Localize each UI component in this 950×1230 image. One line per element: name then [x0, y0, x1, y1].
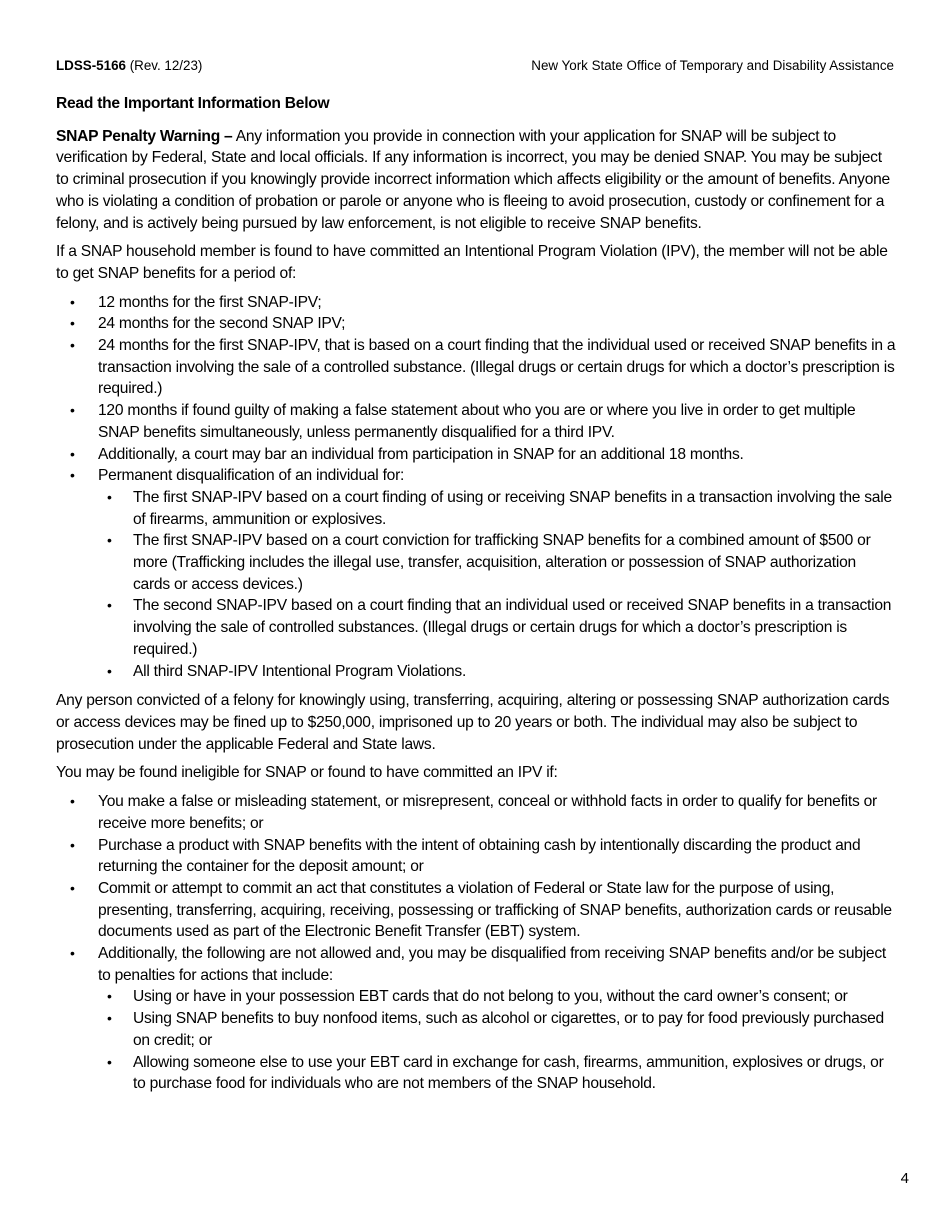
list-item-text: Additionally, the following are not allowed and, you may be disqualified from receiving SNAP benefits and/or be subject to penalties for actions that include:	[98, 945, 886, 984]
ineligible-intro: You may be found ineligible for SNAP or found to have committed an IPV if:	[56, 764, 558, 782]
permanent-disqualification-list	[98, 487, 896, 682]
list-item	[56, 465, 896, 682]
bullet-icon: •	[70, 293, 75, 310]
ipv-period-list	[56, 292, 896, 683]
sub-list-item-text: The first SNAP-IPV based on a court conviction for trafficking SNAP benefits for a combined amount of $500 or more (Trafficking includes the illegal use, transfer, acquisition, alteration or possession of SNAP authorization cards or access devices.)	[133, 532, 871, 593]
bullet-icon: •	[70, 945, 75, 962]
bullet-icon: •	[107, 662, 112, 679]
sub-list-item-text: The first SNAP-IPV based on a court finding of using or receiving SNAP benefits in a transaction involving the sale of firearms, ammunition or explosives.	[133, 488, 892, 528]
bullet-icon: •	[70, 836, 75, 853]
list-item-text: 120 months if found guilty of making a false statement about who you are or where you live in order to get multiple SNAP benefits simultaneously, unless permanently disqualified for a third IPV.	[98, 402, 856, 441]
list-item-text: Purchase a product with SNAP benefits with the intent of obtaining cash by intentionally discarding the product and returning the container for the deposit amount; or	[98, 836, 861, 876]
bullet-icon: •	[70, 315, 75, 332]
bullet-icon: •	[107, 488, 112, 505]
sub-list-item	[98, 595, 896, 660]
bullet-icon: •	[107, 1010, 112, 1027]
list-item	[56, 791, 896, 834]
ineligible-list	[56, 791, 896, 1095]
ipv-intro: If a SNAP household member is found to have committed an Intentional Program Violation (IPV), the member will not be able to get SNAP benefits for a period of:	[56, 243, 888, 282]
list-item-text: Commit or attempt to commit an act that constitutes a violation of Federal or State law for the purpose of using, presenting, transferring, acquiring, receiving, possessing or trafficking of SNAP benefits, authorization cards or reusable documents used as part of the Electronic Benefit Transfer (EBT) system.	[98, 879, 892, 941]
list-item	[56, 943, 896, 1095]
list-item	[56, 835, 896, 878]
sub-list-item-text: All third SNAP-IPV Intentional Program Violations.	[133, 662, 467, 680]
page-header	[56, 57, 894, 75]
page-number: 4	[900, 1170, 909, 1187]
bullet-icon: •	[107, 532, 112, 549]
agency-name: New York State Office of Temporary and Disability Assistance	[531, 58, 894, 73]
sub-list-item-text: Using or have in your possession EBT cards that do not belong to you, without the card owner’s consent; or	[133, 988, 848, 1006]
form-identifier	[56, 57, 202, 75]
sub-list-item	[98, 487, 896, 530]
sub-list-item	[98, 1008, 896, 1051]
list-item	[56, 335, 896, 400]
bullet-icon: •	[107, 988, 112, 1005]
sub-list-item	[98, 1052, 896, 1095]
bullet-icon: •	[107, 597, 112, 614]
page-title: Read the Important Information Below	[56, 95, 330, 112]
bullet-icon: •	[107, 1053, 112, 1070]
list-item	[56, 878, 896, 943]
document-body	[56, 93, 896, 1103]
bullet-icon: •	[70, 445, 75, 462]
sub-list-item-text: The second SNAP-IPV based on a court finding that an individual used or received SNAP benefits in a transaction involving the sale of controlled substances. (Illegal drugs or certain drugs for which a doctor’s prescription is required.)	[133, 597, 892, 658]
list-item-text: 12 months for the first SNAP-IPV;	[98, 293, 322, 311]
sub-list-item-text: Using SNAP benefits to buy nonfood items, such as alcohol or cigarettes, or to pay for food previously purchased on credit; or	[133, 1010, 884, 1049]
sub-list-item	[98, 986, 896, 1008]
penalty-warning-paragraph	[56, 126, 896, 235]
bullet-icon: •	[70, 793, 75, 810]
bullet-icon: •	[70, 467, 75, 484]
sub-list-item-text: Allowing someone else to use your EBT card in exchange for cash, firearms, ammunition, explosives or drugs, or to purchase food for individuals who are not members of the SNAP household.	[133, 1053, 884, 1093]
list-item-text: You make a false or misleading statement, or misrepresent, conceal or withhold facts in order to qualify for benefits or receive more benefits; or	[98, 793, 877, 832]
felony-paragraph: Any person convicted of a felony for knowingly using, transferring, acquiring, altering or possessing SNAP authorization cards or access devices may be fined up to $250,000, imprisoned up to 20 years or both. The individual may also be subject to prosecution under the applicable Federal and State laws.	[56, 692, 890, 753]
list-item	[56, 292, 896, 314]
list-item-text: 24 months for the first SNAP-IPV, that is based on a court finding that the individual used or received SNAP benefits in a transaction involving the sale of a controlled substance. (Illegal drugs or certain drugs for which a doctor’s prescription is required.)	[98, 337, 896, 398]
sub-list-item	[98, 661, 896, 683]
form-revision: (Rev. 12/23)	[125, 58, 203, 73]
list-item-text: 24 months for the second SNAP IPV;	[98, 315, 346, 333]
form-id: LDSS-5166	[56, 58, 126, 73]
penalty-warning-text: Any information you provide in connection with your application for SNAP will be subject to verification by Federal, State and local officials. If any information is incorrect, you may be denied SNAP. You may be subject to criminal prosecution if you knowingly provide incorrect information which affects eligibility or the amount of benefits. Anyone who is violating a condition of probation or parole or anyone who is fleeing to avoid prosecution, custody or confinement for a felony, and is actively being pursued by law enforcement, is not eligible to receive SNAP benefits.	[56, 127, 890, 232]
list-item-text: Additionally, a court may bar an individual from participation in SNAP for an additional 18 months.	[98, 445, 744, 463]
list-item	[56, 444, 896, 466]
prohibited-actions-list	[98, 986, 896, 1095]
bullet-icon: •	[70, 337, 75, 354]
list-item	[56, 313, 896, 335]
bullet-icon: •	[70, 402, 75, 419]
sub-list-item	[98, 530, 896, 595]
bullet-icon: •	[70, 879, 75, 896]
list-item-text: Permanent disqualification of an individual for:	[98, 467, 405, 485]
list-item	[56, 400, 896, 443]
penalty-warning-label: SNAP Penalty Warning –	[56, 127, 233, 145]
